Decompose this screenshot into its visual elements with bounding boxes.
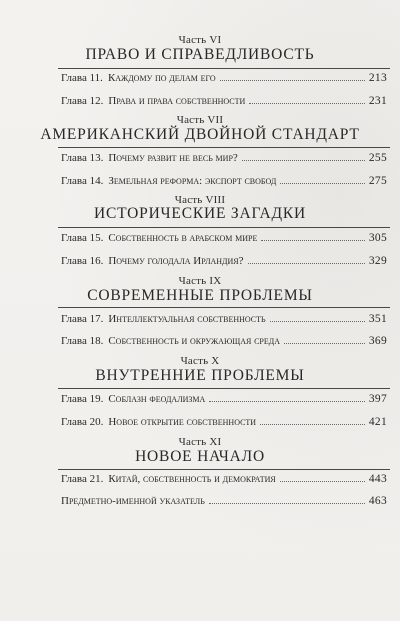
chapter-number: Глава 18. (61, 335, 104, 347)
toc-entry-ch18[interactable] (61, 334, 387, 348)
toc-entry-index[interactable] (61, 494, 387, 508)
toc-entry-ch17[interactable] (61, 312, 387, 326)
toc-entry-ch16[interactable] (61, 254, 387, 268)
chapter-title: Почему голодала Ирландия? (108, 255, 244, 267)
chapter-number: Глава 11. (61, 72, 103, 84)
page-number: 231 (368, 95, 387, 107)
page-number: 369 (368, 335, 387, 347)
leader-dots (270, 321, 365, 322)
chapter-number: Глава 14. (61, 175, 104, 187)
chapter-number: Глава 13. (61, 152, 104, 164)
chapter-number: Глава 16. (61, 255, 104, 267)
part-10-title: ВНУТРЕННИЕ ПРОБЛЕМЫ (95, 367, 305, 384)
chapter-title: Собственность и окружающая среда (108, 335, 281, 347)
part-8-label: Часть VIII (174, 194, 226, 206)
chapter-number: Глава 21. (61, 473, 104, 485)
chapter-title: Интеллектуальная собственность (108, 313, 266, 325)
page-number: 397 (368, 393, 387, 405)
part-9-label: Часть IX (178, 275, 222, 287)
toc-entry-ch19[interactable] (61, 392, 387, 406)
chapter-title: Каждому по делам его (107, 72, 216, 84)
page-number: 275 (368, 175, 387, 187)
page-number: 329 (368, 255, 387, 267)
part-6-label: Часть VI (178, 34, 222, 46)
page-number: 305 (368, 232, 387, 244)
part-6-title: ПРАВО И СПРАВЕДЛИВОСТЬ (85, 46, 315, 63)
index-title: Предметно-именной указатель (61, 495, 205, 507)
toc-entry-ch14[interactable] (61, 174, 387, 188)
leader-dots (220, 80, 365, 81)
chapter-number: Глава 19. (61, 393, 104, 405)
leader-dots (209, 401, 365, 402)
leader-dots (260, 424, 365, 425)
chapter-number: Глава 20. (61, 416, 104, 428)
leader-dots (248, 263, 365, 264)
page-number: 255 (368, 152, 387, 164)
chapter-title: Соблазн феодализма (108, 393, 206, 405)
leader-dots (261, 240, 364, 241)
part-8-title: ИСТОРИЧЕСКИЕ ЗАГАДКИ (93, 205, 307, 222)
toc-entry-ch13[interactable] (61, 151, 387, 165)
part-11-title: НОВОЕ НАЧАЛО (135, 448, 265, 465)
chapter-title: Новое открытие собственности (108, 416, 257, 428)
part-8-divider (58, 227, 390, 228)
leader-dots (280, 481, 365, 482)
part-7-divider (58, 147, 390, 148)
part-9-title: СОВРЕМЕННЫЕ ПРОБЛЕМЫ (87, 287, 313, 304)
page-number: 463 (368, 495, 387, 507)
toc-entry-ch11[interactable] (61, 71, 387, 85)
chapter-number: Глава 17. (61, 313, 104, 325)
part-7-label: Часть VII (176, 114, 224, 126)
leader-dots (209, 503, 365, 504)
page-number: 421 (368, 416, 387, 428)
leader-dots (249, 103, 365, 104)
chapter-title: Почему развит не весь мир? (108, 152, 238, 164)
chapter-title: Права и права собственности (108, 95, 246, 107)
part-11-divider (58, 469, 390, 470)
chapter-title: Китай, собственность и демократия (108, 473, 276, 485)
leader-dots (284, 343, 365, 344)
leader-dots (242, 160, 365, 161)
page-number: 351 (368, 313, 387, 325)
page-number: 213 (368, 72, 387, 84)
part-6-divider (58, 68, 390, 69)
page-number: 443 (368, 473, 387, 485)
part-10-label: Часть X (180, 355, 220, 367)
toc-entry-ch20[interactable] (61, 415, 387, 429)
toc-entry-ch21[interactable] (61, 472, 387, 486)
chapter-title: Собственность в арабском мире (108, 232, 258, 244)
chapter-number: Глава 15. (61, 232, 104, 244)
toc-entry-ch12[interactable] (61, 94, 387, 108)
part-11-label: Часть XI (178, 436, 222, 448)
part-10-divider (58, 388, 390, 389)
chapter-number: Глава 12. (61, 95, 104, 107)
part-9-divider (58, 307, 390, 308)
chapter-title: Земельная реформа: экспорт свобод (108, 175, 277, 187)
part-7-title: АМЕРИКАНСКИЙ ДВОЙНОЙ СТАНДАРТ (40, 126, 360, 143)
toc-entry-ch15[interactable] (61, 231, 387, 245)
leader-dots (280, 183, 365, 184)
